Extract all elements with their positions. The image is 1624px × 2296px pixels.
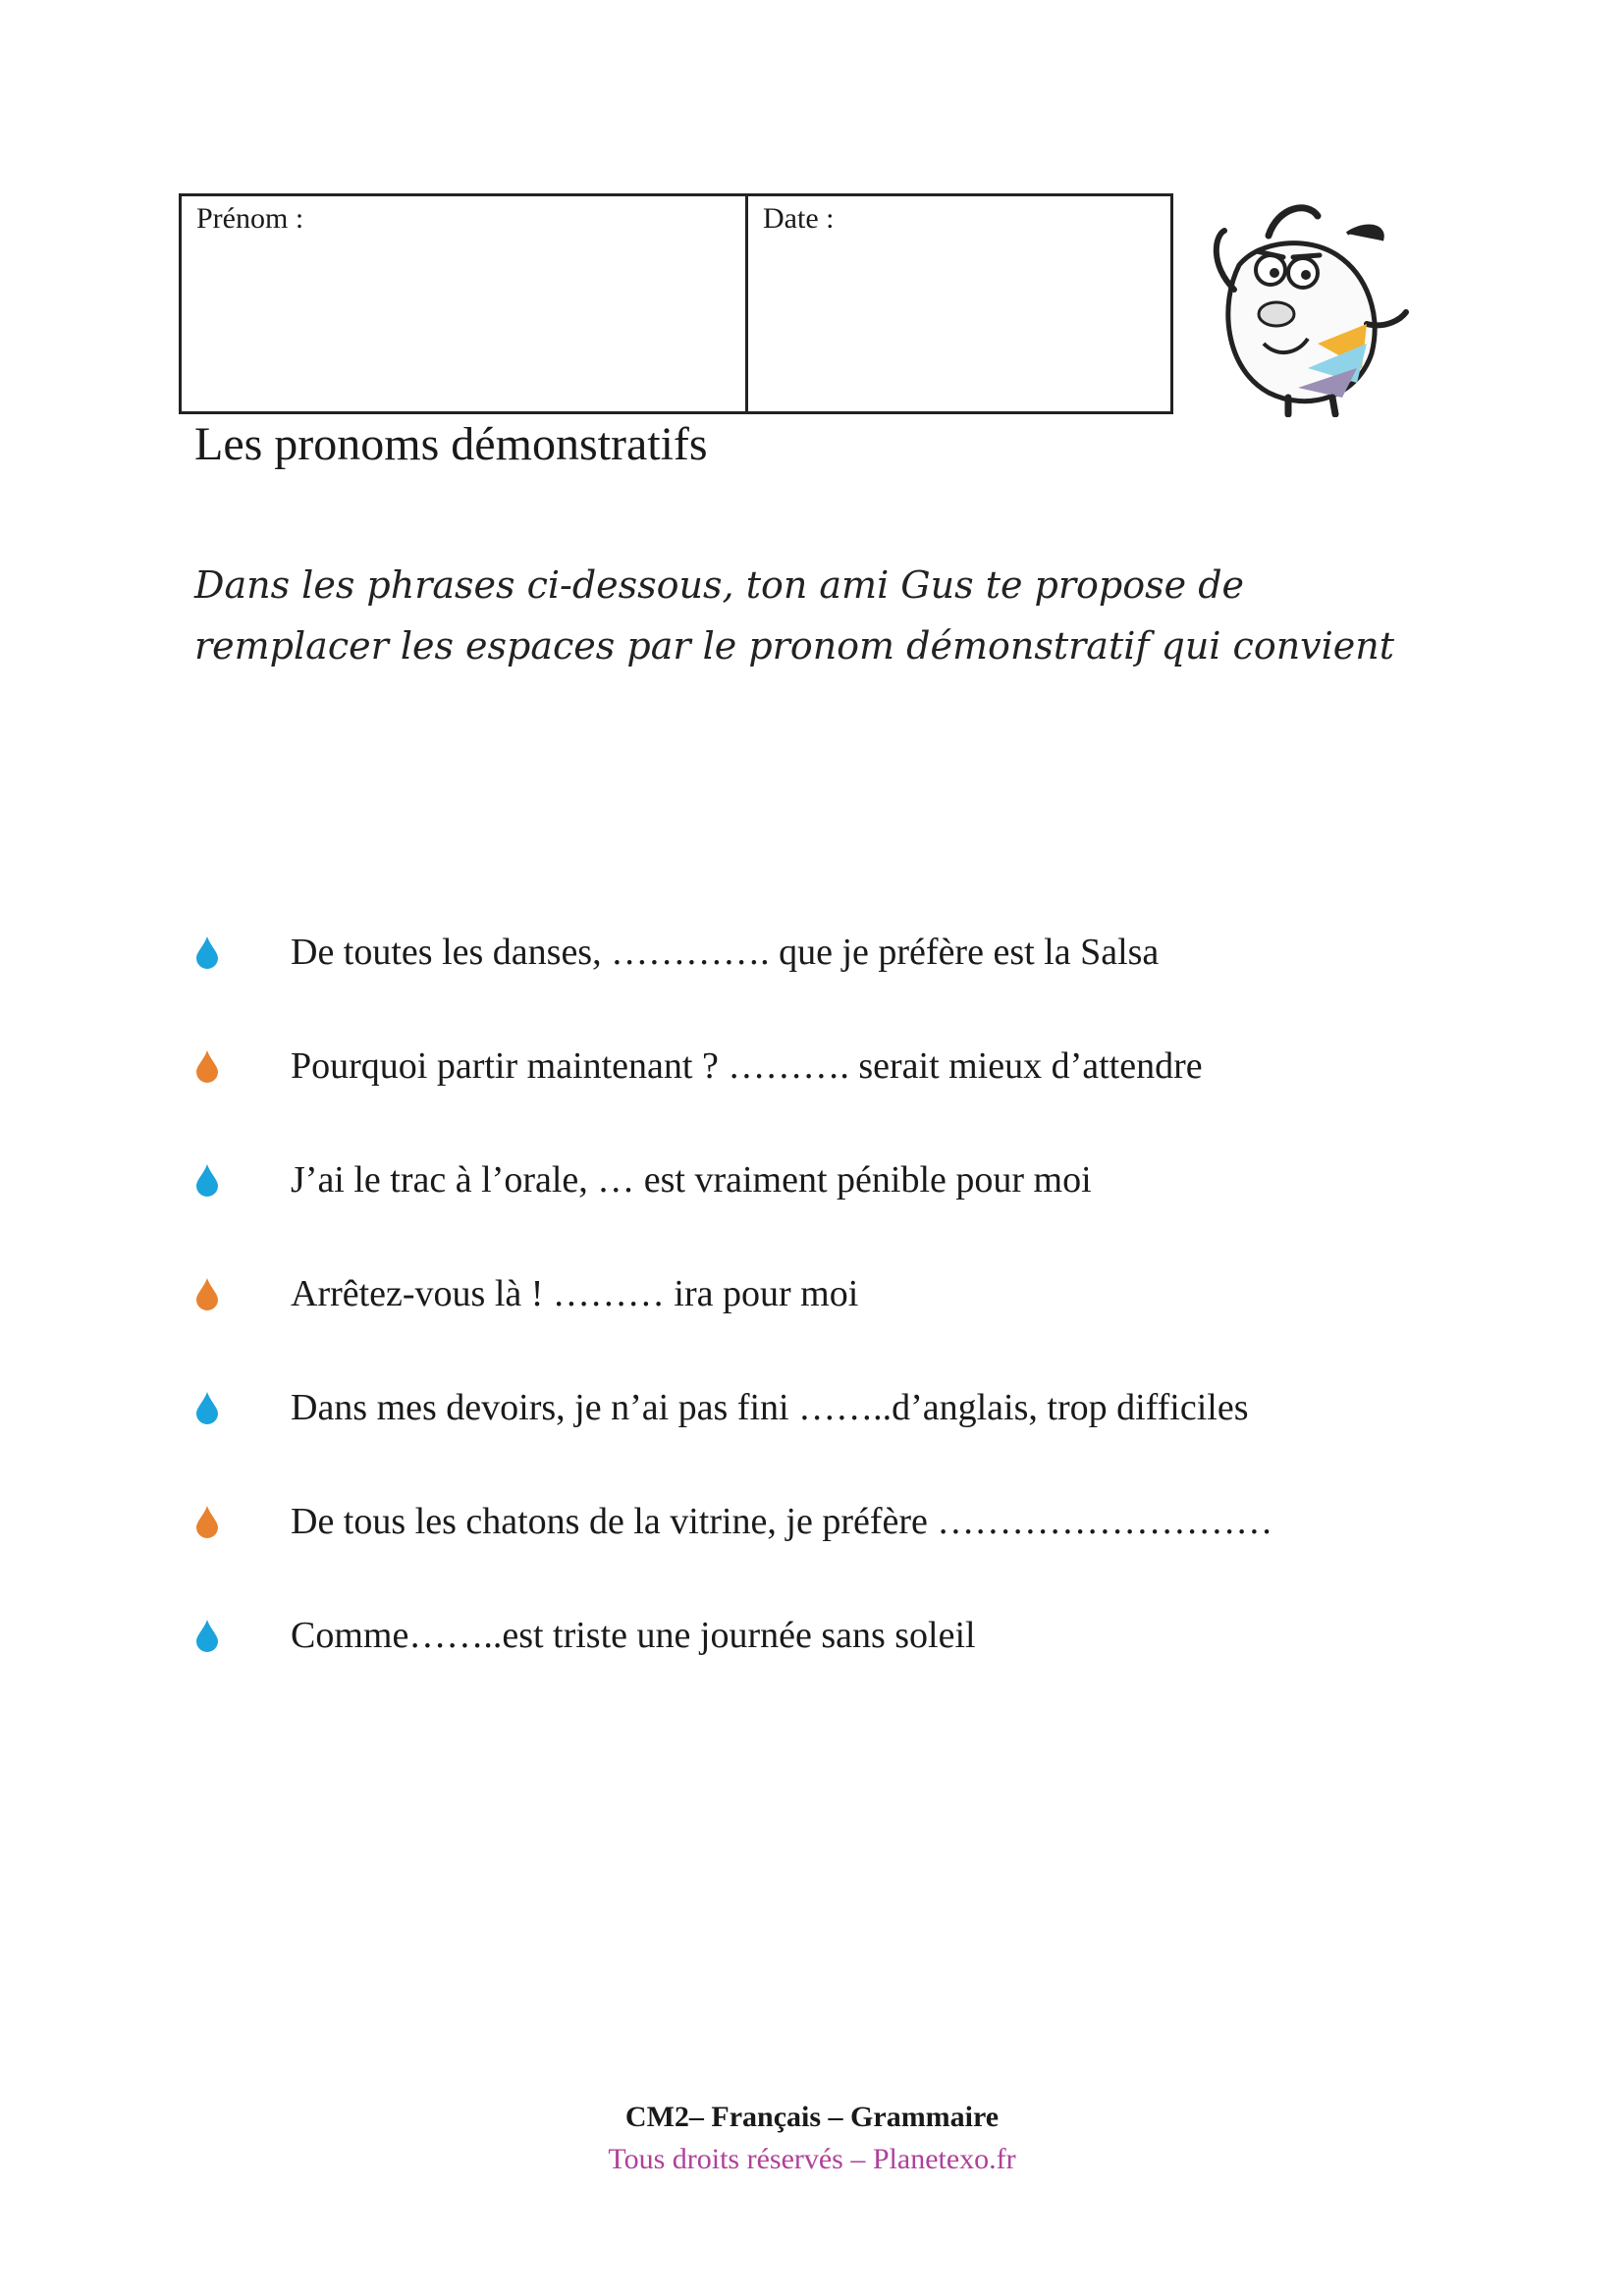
exercise-sentence[interactable]: Dans mes devoirs, je n’ai pas fini ……..d’anglais, trop difficiles (291, 1387, 1249, 1428)
blue-drop-icon (194, 1391, 220, 1424)
orange-drop-icon (194, 1277, 220, 1310)
exercise-item (194, 1150, 1092, 1209)
instruction-text: Dans les phrases ci-dessous, ton ami Gus te propose de remplacer les espaces par le pronom démonstratif qui convient (194, 563, 1395, 667)
exercise-sentence[interactable]: De tous les chatons de la vitrine, je préfère ……………………… (291, 1501, 1273, 1542)
exercise-item (194, 1378, 1248, 1437)
firstname-label: Prénom : (196, 202, 304, 235)
exercise-item (194, 1264, 858, 1323)
blue-drop-icon (194, 935, 220, 969)
gus-mascot-icon (1200, 196, 1414, 417)
exercise-sentence[interactable]: Arrêtez-vous là ! ……… ira pour moi (291, 1273, 859, 1314)
page-title: Les pronoms démonstratifs (194, 418, 708, 470)
blue-drop-icon (194, 1163, 220, 1197)
firstname-field[interactable] (182, 196, 748, 411)
blue-drop-icon (194, 1619, 220, 1652)
footer-subject: CM2– Français – Grammaire (624, 2101, 1000, 2133)
date-label: Date : (763, 202, 835, 235)
exercise-sentence[interactable]: J’ai le trac à l’orale, … est vraiment pénible pour moi (291, 1159, 1092, 1201)
orange-drop-icon (194, 1505, 220, 1538)
date-field[interactable] (748, 196, 1170, 411)
exercise-item (194, 1492, 1272, 1551)
exercise-item (194, 1606, 976, 1665)
exercise-item (194, 1037, 1203, 1095)
exercise-sentence[interactable]: Pourquoi partir maintenant ? ………. serait mieux d’attendre (291, 1045, 1203, 1087)
exercise-sentence[interactable]: Comme……..est triste une journée sans soleil (291, 1615, 976, 1656)
orange-drop-icon (194, 1049, 220, 1083)
footer-rights-link[interactable]: Tous droits réservés – Planetexo.fr (608, 2143, 1016, 2175)
exercise-item (194, 923, 1159, 982)
exercise-sentence[interactable]: De toutes les danses, …………. que je préfère est la Salsa (291, 932, 1160, 973)
identity-box (179, 193, 1173, 414)
